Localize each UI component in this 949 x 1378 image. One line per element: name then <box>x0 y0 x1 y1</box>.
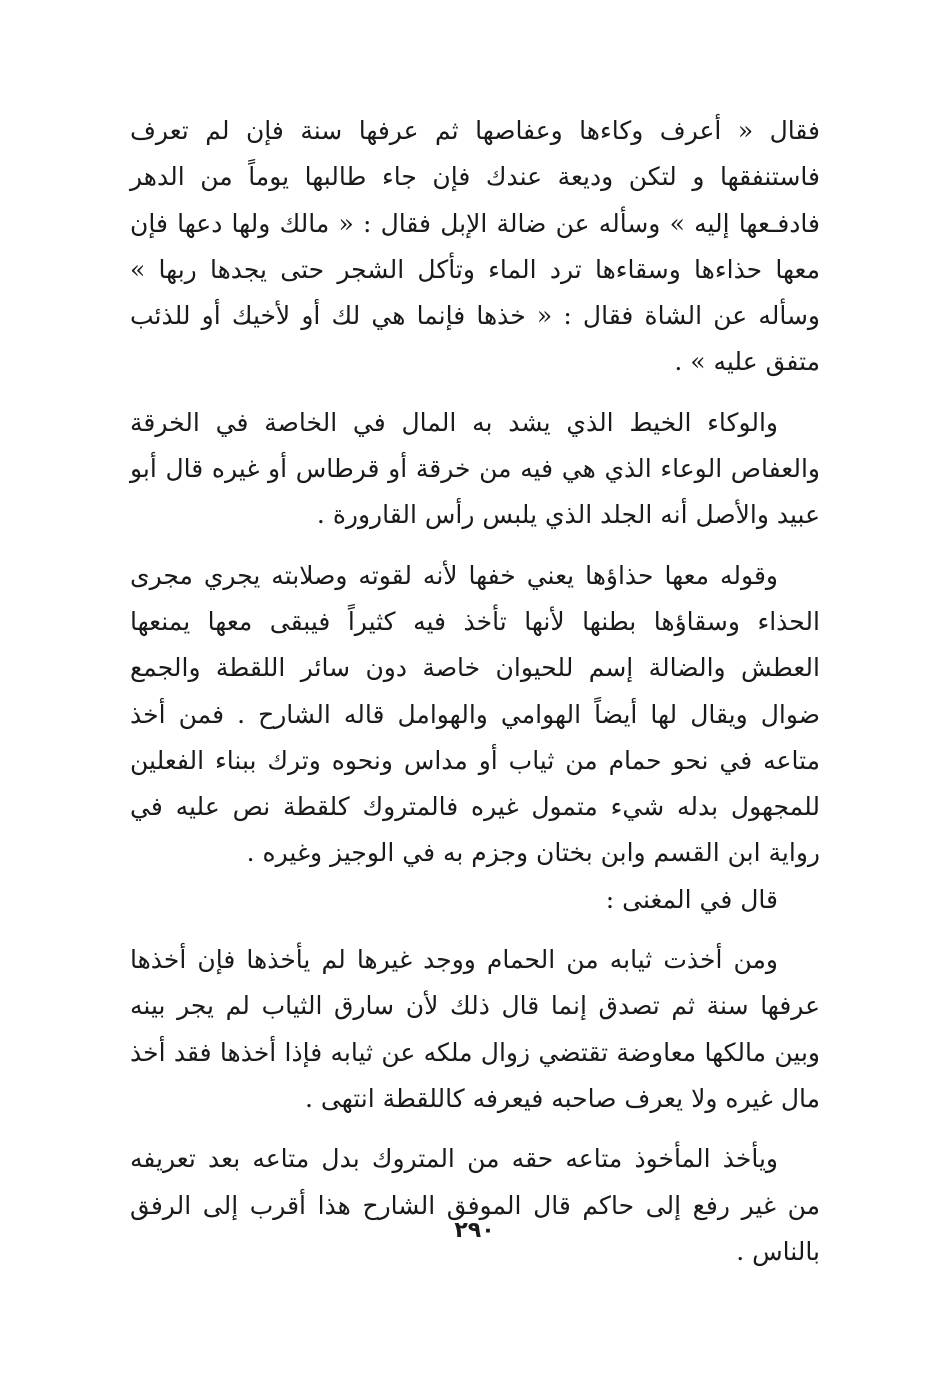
paragraph-commentary: وقوله معها حذاؤها يعني خفها لأنه لقوته وصلابته يجري مجرى الحذاء وسقاؤها بطنها لأنها تأخذ فيه كثيراً فيبقى معها يمنعها العطش والضالة إسم للحيوان خاصة دون سائر اللقطة والجمع ضوال ويقال لها أيضاً الهوامي والهوامل قاله الشارح . فمن أخذ متاعه في نحو حمام من ثياب أو مداس ونحوه وترك ببناء الفعلين للمجهول بدله شيء متمول غيره فالمتروك كلقطة نص عليه في رواية ابن القسم وابن بختان وجزم به في الوجيز وغيره . <box>130 560 820 868</box>
paragraph-hadith-quote: فقال « أعرف وكاءها وعفاصها ثم عرفها سنة فإن لم تعرف فاستنفقها و لتكن وديعة عندك فإن جاء طالبها يوماً من الدهر فادفـعها إليه » وسأله عن ضالة الإبل فقال : « مالك ولها دعها فإن معها حذاءها وسقاءها ترد الماء وتأكل الشجر حتى يجدها ربها » وسأله عن الشاة فقال : « خذها فإنما هي لك أو لأخيك أو للذئب متفق عليه » . <box>130 116 820 377</box>
body-text <box>130 108 820 1275</box>
paragraph-mughni-quote: ومن أخذت ثيابه من الحمام ووجد غيرها لم يأخذها فإن أخذها عرفها سنة ثم تصدق إنما قال ذلك لأن سارق الثياب لم يجر بينه وبين مالكها معاوضة تقتضي زوال ملكه عن ثيابه فإذا أخذها فقد أخذ مال غيره ولا يعرف صاحبه فيعرفه كاللقطة انتهى . <box>130 945 820 1113</box>
paragraph-mughni-heading: قال في المغنى : <box>605 884 778 914</box>
page-number: ٢٩٠ <box>454 1218 495 1243</box>
paragraph-conclusion: ويأخذ المأخوذ متاعه حقه من المتروك بدل متاعه بعد تعريفه من غير رفع إلى حاكم قال الموفق الشارح هذا أقرب إلى الرفق بالناس . <box>130 1144 820 1266</box>
paragraph-definitions: والوكاء الخيط الذي يشد به المال في الخاصة في الخرقة والعفاص الوعاء الذي هي فيه من خرقة أو قرطاس أو غيره قال أبو عبيد والأصل أنه الجلد الذي يلبس رأس القارورة . <box>130 407 820 530</box>
